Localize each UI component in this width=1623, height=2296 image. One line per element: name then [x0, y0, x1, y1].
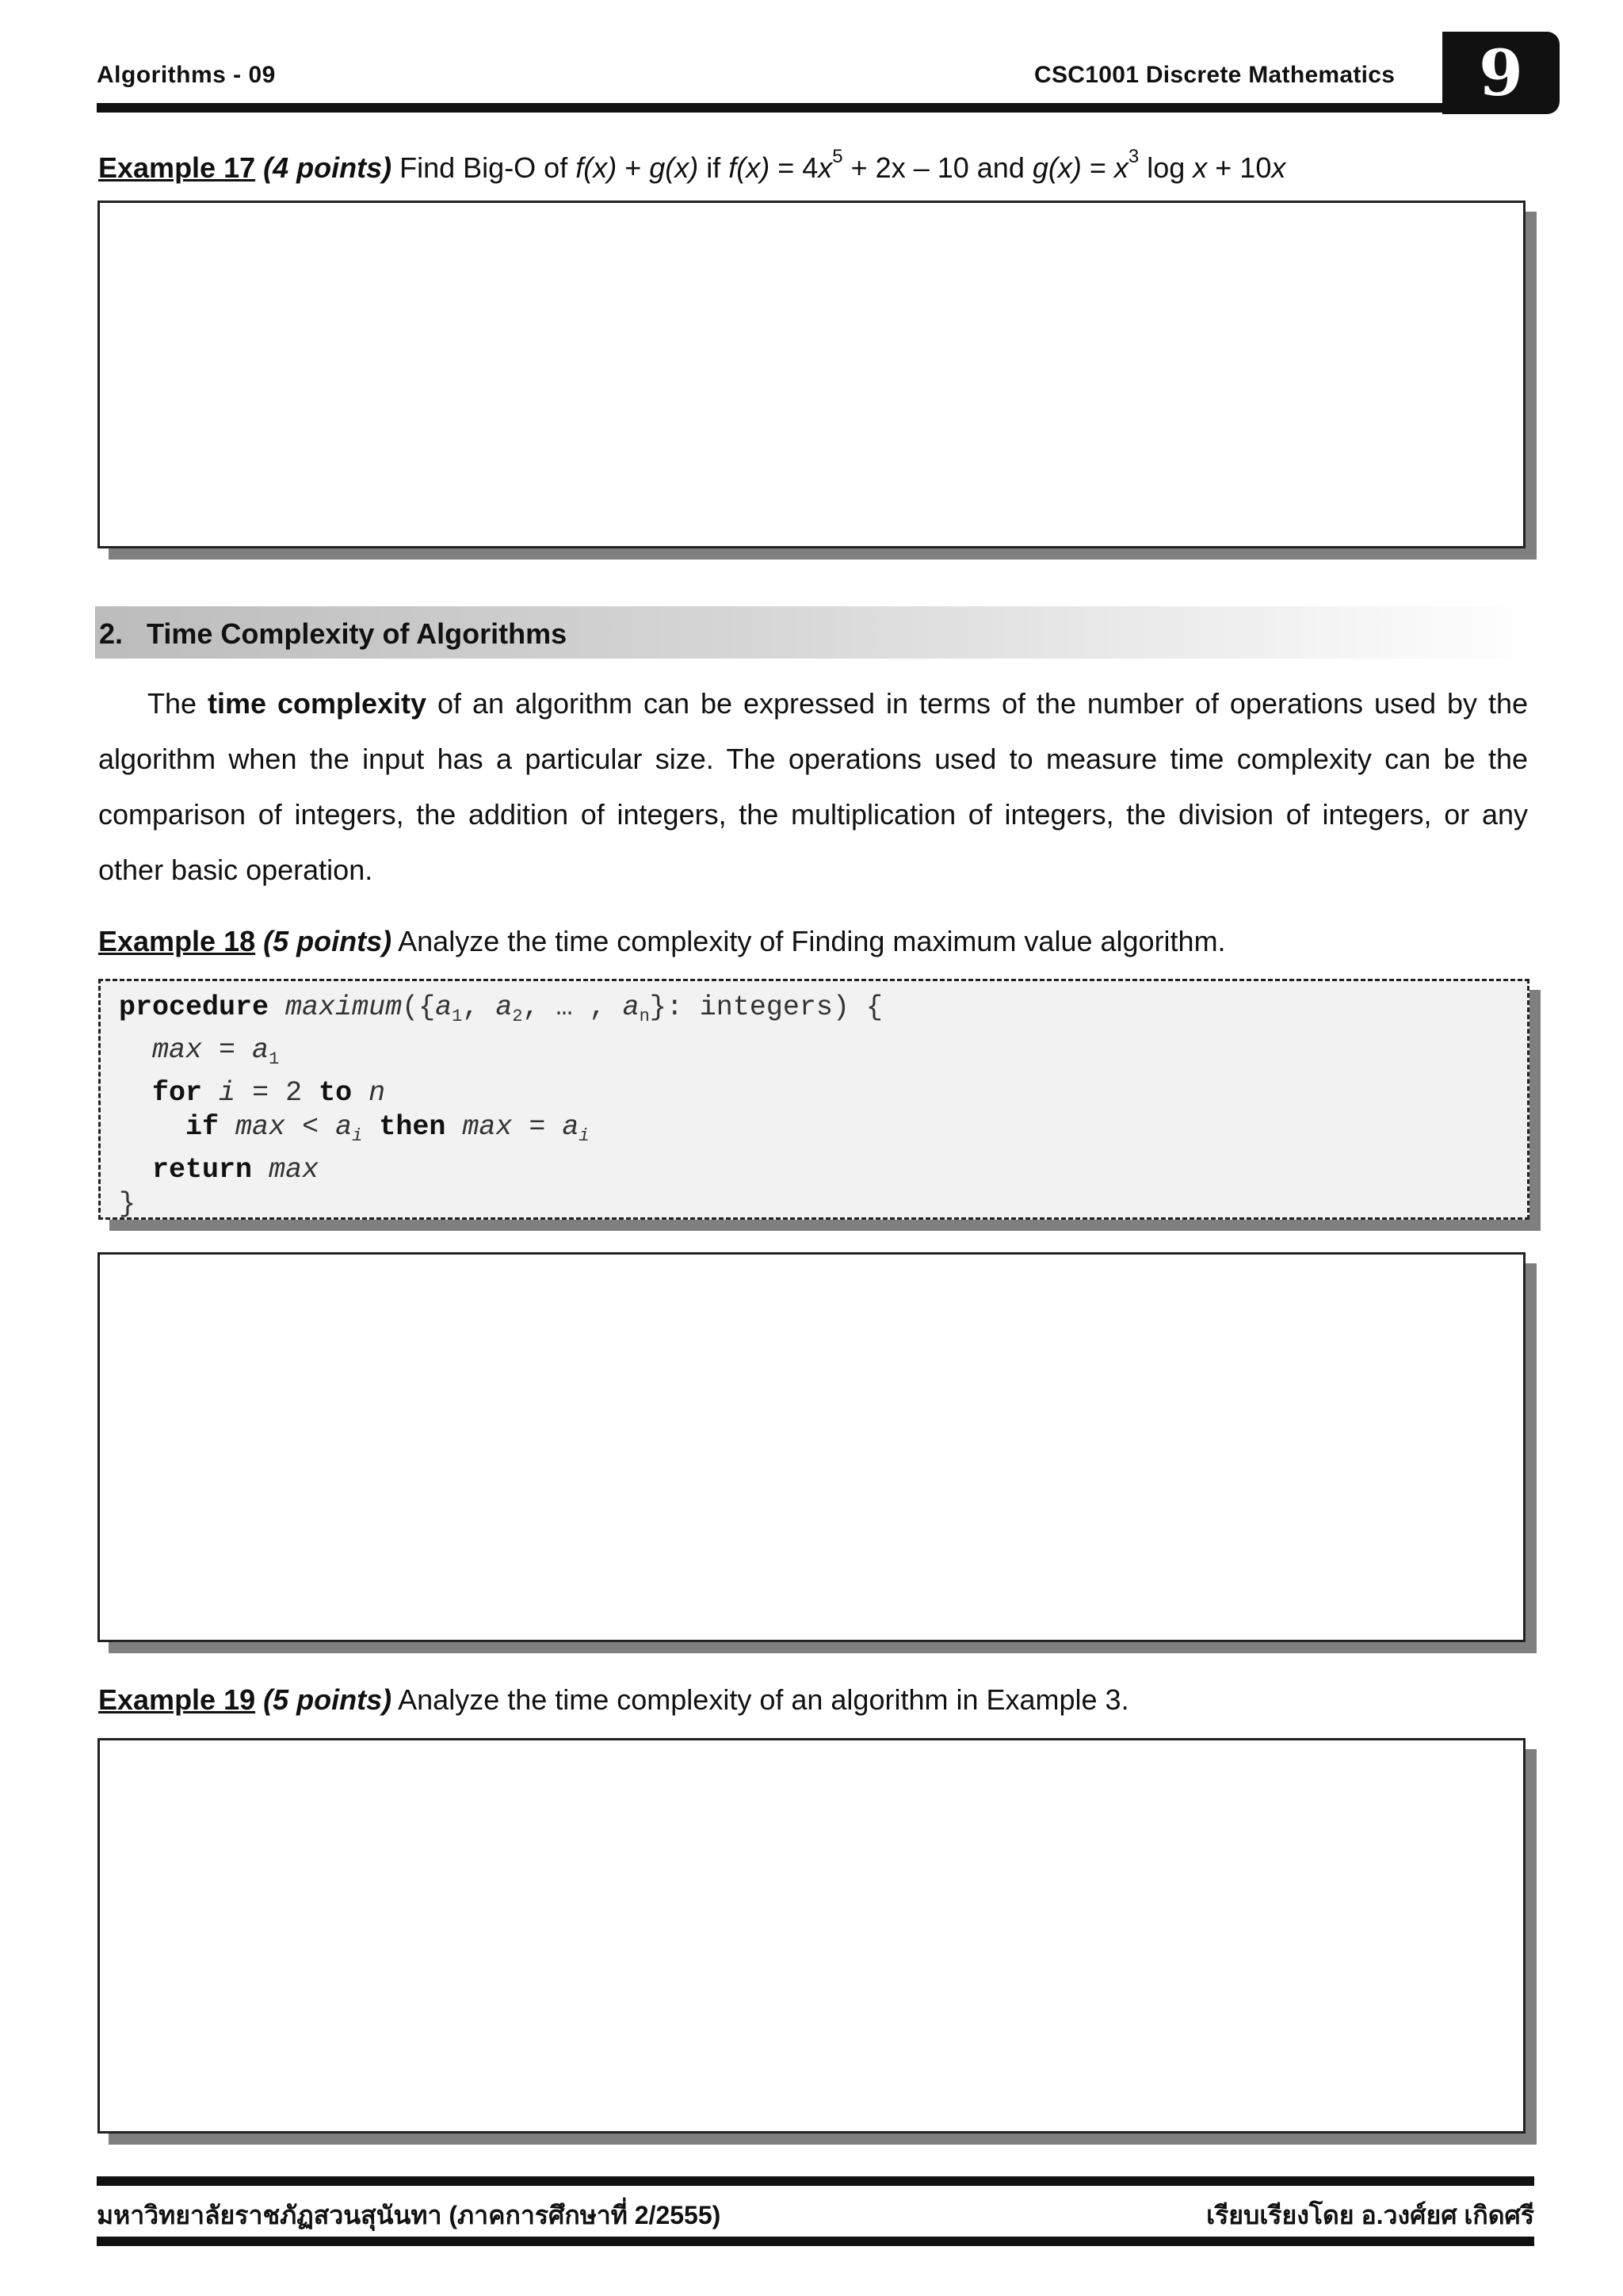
- example-17-gx: g(x): [649, 151, 699, 184]
- code-var: a: [252, 1034, 269, 1066]
- code-text: , … ,: [522, 991, 623, 1023]
- time-complexity-paragraph: [98, 676, 1528, 898]
- paragraph-text: of an algorithm can be expressed in terms of the number of operations used by the algorithm when the input has a particular size. The operations used to measure time complexity can be the comparison of integers, the addition of integers, the multiplication of integers, the division of integers, or any other basic operation.: [98, 687, 1529, 886]
- example-17-text: + 2x – 10 and: [842, 151, 1033, 184]
- footer-rule-top: [97, 2176, 1534, 2186]
- example-17-fx: f(x): [728, 151, 770, 184]
- code-subscript: i: [352, 1126, 363, 1146]
- code-keyword: return: [152, 1154, 253, 1186]
- example-17-fx: f(x): [575, 151, 617, 184]
- example-17-answer-box[interactable]: [97, 201, 1526, 548]
- example-19-text: Analyze the time complexity of an algorithm in Example 3.: [391, 1683, 1129, 1716]
- code-subscript: 2: [512, 1007, 523, 1026]
- example-17-text: +: [617, 151, 650, 184]
- code-keyword: if: [185, 1111, 220, 1143]
- example-17-text: =: [1081, 151, 1114, 184]
- code-var: max: [462, 1111, 513, 1143]
- example-19-answer-box[interactable]: [97, 1738, 1526, 2134]
- header-course-section: Algorithms - 09: [97, 62, 276, 88]
- pseudocode: [119, 991, 883, 1221]
- example-17-text: = 4: [769, 151, 819, 184]
- code-var: a: [562, 1111, 579, 1143]
- code-var: max: [235, 1111, 286, 1143]
- code-text: =: [512, 1111, 563, 1143]
- code-var: max: [269, 1154, 319, 1186]
- example-17-gx: g(x): [1032, 151, 1082, 184]
- example-17-exponent: 5: [832, 146, 843, 167]
- example-17-text: Find Big-O of: [391, 151, 576, 184]
- code-text: }: integers) {: [649, 991, 883, 1023]
- example-18-heading: [98, 925, 1226, 958]
- header-rule: [97, 103, 1543, 113]
- paragraph-term: time complexity: [208, 687, 427, 720]
- example-18-text: Analyze the time complexity of Finding maximum value algorithm.: [391, 925, 1226, 957]
- code-keyword: to: [319, 1077, 353, 1109]
- paragraph-text: The: [147, 687, 208, 720]
- code-var: a: [435, 991, 453, 1023]
- example-18-points: (5 points): [263, 925, 392, 957]
- example-17-var-x: x: [1193, 151, 1208, 184]
- code-keyword: then: [379, 1111, 446, 1143]
- code-var: i: [219, 1077, 236, 1109]
- example-18-label: Example 18: [98, 925, 256, 957]
- example-17-text: log: [1139, 151, 1193, 184]
- example-19-points: (5 points): [263, 1683, 392, 1716]
- code-subscript: i: [579, 1126, 590, 1146]
- code-keyword: procedure: [119, 991, 269, 1023]
- code-var: a: [495, 991, 513, 1023]
- page-number: 9: [1479, 36, 1523, 110]
- footer-rule-bottom: [97, 2237, 1534, 2246]
- footer-university: มหาวิทยาลัยราชภัฏสวนสุนันทา (ภาคการศึกษาที่ 2/2555): [97, 2201, 721, 2229]
- code-subscript: 1: [452, 1007, 463, 1026]
- section-2-title: 2. Time Complexity of Algorithms: [99, 617, 567, 650]
- example-17-var-x: x: [1271, 151, 1286, 184]
- code-text: =: [202, 1034, 253, 1066]
- code-text: <: [285, 1111, 336, 1143]
- code-var: a: [622, 991, 640, 1023]
- example-17-points: (4 points): [263, 151, 392, 184]
- code-var: max: [152, 1034, 203, 1066]
- footer-author: เรียบเรียงโดย อ.วงศ์ยศ เกิดศรี: [1206, 2201, 1534, 2229]
- code-text: = 2: [235, 1077, 319, 1109]
- code-text: }: [119, 1188, 136, 1220]
- code-var: n: [369, 1077, 386, 1109]
- code-var: a: [335, 1111, 353, 1143]
- code-function-name: maximum: [285, 991, 403, 1023]
- example-19-label: Example 19: [98, 1683, 256, 1716]
- example-17-var-x: x: [818, 151, 833, 184]
- example-17-text: + 10: [1207, 151, 1272, 184]
- example-17-heading: [98, 146, 1286, 185]
- example-18-answer-box[interactable]: [97, 1252, 1526, 1642]
- example-17-exponent: 3: [1128, 146, 1140, 167]
- example-17-var-x: x: [1113, 151, 1128, 184]
- code-subscript: n: [639, 1007, 650, 1026]
- code-keyword: for: [152, 1077, 203, 1109]
- code-text: ,: [462, 991, 496, 1023]
- header-course-title: CSC1001 Discrete Mathematics: [1034, 62, 1396, 88]
- example-19-heading: [98, 1683, 1129, 1717]
- example-17-text: if: [698, 151, 729, 184]
- code-subscript: 1: [269, 1049, 280, 1069]
- code-text: ({: [402, 991, 436, 1023]
- example-17-label: Example 17: [98, 151, 256, 184]
